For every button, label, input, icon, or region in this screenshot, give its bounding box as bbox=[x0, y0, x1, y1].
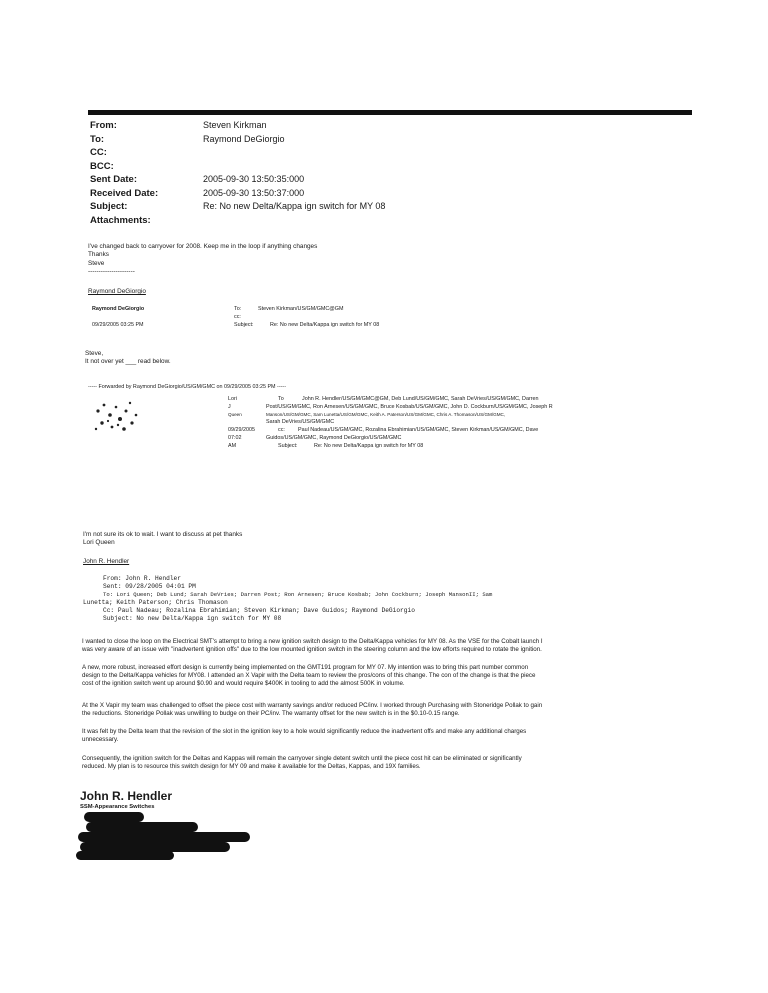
paragraph-line: At the X Vapir my team was challenged to offset the piece cost with warranty savings and/or reduced PC/inv. I worked through Purchasing with Stoneridge Pollak to gain bbox=[82, 702, 543, 709]
sent-value: 2005-09-30 13:50:35:000 bbox=[203, 174, 305, 184]
msg2-body-line: It not over yet ___ read below. bbox=[85, 358, 171, 366]
forward-cc-line: Paul Nadeau/US/GM/GMC, Rozalina Ebrahimian/US/GM/GMC, Steven Kirkman/US/GM/GMC, Dave bbox=[298, 427, 539, 433]
forward-subject: Re: No new Delta/Kappa ign switch for MY 08 bbox=[314, 443, 424, 449]
forward-to-line: John R. Hendler/US/GM/GMC@GM, Deb Lund/US/GM/GMC, Sarah DeVries/US/GM/GMC, Darren bbox=[302, 396, 539, 402]
sender-link[interactable]: Raymond DeGiorgio bbox=[88, 288, 146, 295]
from-label: From: bbox=[90, 120, 117, 131]
forward-cc-line: Guidos/US/GM/GMC, Raymond DeGiorgio/US/GM/GMC bbox=[266, 435, 402, 441]
msg2-subject: Re: No new Delta/Kappa ign switch for MY 08 bbox=[270, 322, 380, 328]
paragraph-line: reduced. My plan is to resource this switch design for MY 09 and make it available for the Deltas, Kappas, and 19X families. bbox=[82, 763, 421, 771]
hendler-paragraph bbox=[82, 755, 682, 771]
forward-time: 07:02 bbox=[228, 435, 242, 441]
msg2-date: 09/29/2005 03:25 PM bbox=[92, 322, 144, 328]
forward-banner: ----- Forwarded by Raymond DeGiorgio/US/GM/GMC on 09/29/2005 03:25 PM ----- bbox=[88, 384, 287, 390]
paragraph-line: cost of the ignition switch went up around $0.90 and would require $400K in tooling to add the almost 500K in volume. bbox=[82, 680, 405, 688]
forward-to-line: Post/US/GM/GMC, Ron Arnesen/US/GM/GMC, Bruce Kosbab/US/GM/GMC, John D. Cockburn/US/GM/GMC, Joseph R bbox=[266, 404, 553, 410]
hendler-paragraph bbox=[82, 702, 682, 718]
lori-line: I'm not sure its ok to wait. I want to discuss at pet thanks bbox=[83, 531, 243, 538]
from-value: Steven Kirkman bbox=[203, 120, 267, 130]
hendler-link[interactable]: John R. Hendler bbox=[83, 558, 130, 565]
paragraph-line: design to the Delta/Kappa vehicles for MY08. I attended an X Vapir with the Delta team to review the pros/cons of this change. The con of the change is that the piece bbox=[82, 672, 536, 680]
header-rule bbox=[88, 110, 692, 115]
hendler-to-cont: Lunetta; Keith Paterson; Chris Thomason bbox=[83, 599, 228, 606]
hendler-paragraph bbox=[82, 728, 682, 744]
sent-label: Sent Date: bbox=[90, 174, 137, 185]
redaction-block bbox=[86, 822, 198, 832]
msg2-subject-label: Subject: bbox=[234, 322, 254, 328]
to-value: Raymond DeGiorgio bbox=[203, 133, 285, 144]
subject-label: Subject: bbox=[90, 201, 128, 212]
forward-to-label: To bbox=[278, 396, 284, 402]
bcc-label: BCC: bbox=[90, 160, 114, 172]
received-value: 2005-09-30 13:50:37:000 bbox=[203, 187, 305, 198]
paragraph-line: was very aware of an issue with "inadvertent ignition offs" due to the low mounted ignition switch in the steering column and the low efforts required to rotate the ignition. bbox=[82, 646, 542, 654]
forward-sender-first: Lori bbox=[228, 396, 237, 402]
lori-body bbox=[83, 531, 242, 548]
paragraph-line: unnecessary. bbox=[82, 736, 119, 744]
cc-label: CC: bbox=[90, 147, 107, 158]
subject-value: Re: No new Delta/Kappa ign switch for MY 08 bbox=[203, 201, 386, 211]
reply-body bbox=[88, 243, 317, 277]
msg2-body bbox=[85, 350, 171, 367]
redaction-block bbox=[76, 851, 174, 860]
redaction-block bbox=[84, 812, 144, 822]
to-label: To: bbox=[90, 133, 105, 145]
reply-line: I've changed back to carryover for 2008. Keep me in the loop if anything changes bbox=[88, 243, 318, 250]
paragraph-line: A new, more robust, increased effort design is currently being implemented on the GMT191 program for MY 07. My intention was to bring this part number common bbox=[82, 664, 529, 671]
forward-ampm: AM bbox=[228, 443, 237, 449]
reply-line: Thanks bbox=[88, 251, 109, 259]
hendler-subject: Subject: No new Delta/Kappa ign switch for MY 08 bbox=[103, 615, 282, 622]
forward-subject-label: Subject: bbox=[278, 443, 298, 449]
email-header bbox=[90, 119, 385, 227]
separator: ---------------------- bbox=[88, 268, 135, 276]
hendler-to: To: Lori Queen; Deb Lund; Sarah DeVries; Darren Post; Ron Arnesen; Bruce Kosbab; John Cockburn; Joseph MansonII; Sam bbox=[103, 591, 493, 598]
reply-line: Steve bbox=[88, 259, 105, 267]
hendler-cc: Cc: Paul Nadeau; Rozalina Ebrahimian; Steven Kirkman; Dave Guidos; Raymond DeGiorgio bbox=[103, 607, 415, 614]
msg2-sender: Raymond DeGiorgio bbox=[92, 306, 145, 312]
sender-signature-mark bbox=[90, 397, 146, 437]
hendler-paragraph bbox=[82, 638, 682, 654]
msg2-to-label: To: bbox=[234, 306, 242, 312]
forward-sender-initial: J bbox=[228, 404, 231, 410]
signature-name: John R. Hendler bbox=[80, 789, 173, 803]
forward-date: 09/29/2005 bbox=[228, 427, 255, 433]
lori-line: Lori Queen bbox=[83, 539, 115, 547]
msg2-body-line: Steve, bbox=[85, 350, 104, 357]
hendler-paragraph bbox=[82, 664, 682, 689]
forward-cc-label: cc: bbox=[278, 427, 285, 433]
forward-to-line: Manson/US/GM/GMC, Sam Lunetta/US/GM/GMC, Keith A. Paterson/US/GM/GMC, Chris A. Thomason/US/GM/GMC, bbox=[266, 412, 506, 417]
redaction-block bbox=[78, 832, 250, 842]
paragraph-line: Consequently, the ignition switch for the Deltas and Kappas will remain the carryover single detent switch until the piece cost hit can be eliminated or significantly bbox=[82, 755, 522, 762]
msg2-cc-label: cc: bbox=[234, 314, 241, 320]
paragraph-line: the reductions. Stoneridge Pollak was unwilling to budge on their PC/inv. The warranty offset for the new switch is in the $0.10-0.15 range. bbox=[82, 710, 460, 718]
forward-sender-last: Queen bbox=[228, 412, 242, 417]
paragraph-line: It was felt by the Delta team that the revision of the slot in the ignition key to a hole would significantly reduce the inadvertent offs and make any additional charges bbox=[82, 728, 527, 735]
attachments-label: Attachments: bbox=[90, 214, 151, 226]
hendler-sent: Sent: 09/28/2005 04:01 PM bbox=[103, 583, 196, 590]
paragraph-line: I wanted to close the loop on the Electrical SMT's attempt to bring a new ignition switch design to the Delta/Kappa vehicles for MY 08. As the VSE for the Cobalt launch I bbox=[82, 638, 543, 645]
hendler-from: From: John R. Hendler bbox=[103, 575, 181, 582]
received-label: Received Date: bbox=[90, 187, 159, 199]
forward-to-line: Sarah DeVries/US/GM/GMC bbox=[266, 419, 335, 425]
msg2-to: Steven Kirkman/US/GM/GMC@GM bbox=[258, 306, 344, 312]
signature-title: SSM-Appearance Switches bbox=[80, 804, 155, 810]
